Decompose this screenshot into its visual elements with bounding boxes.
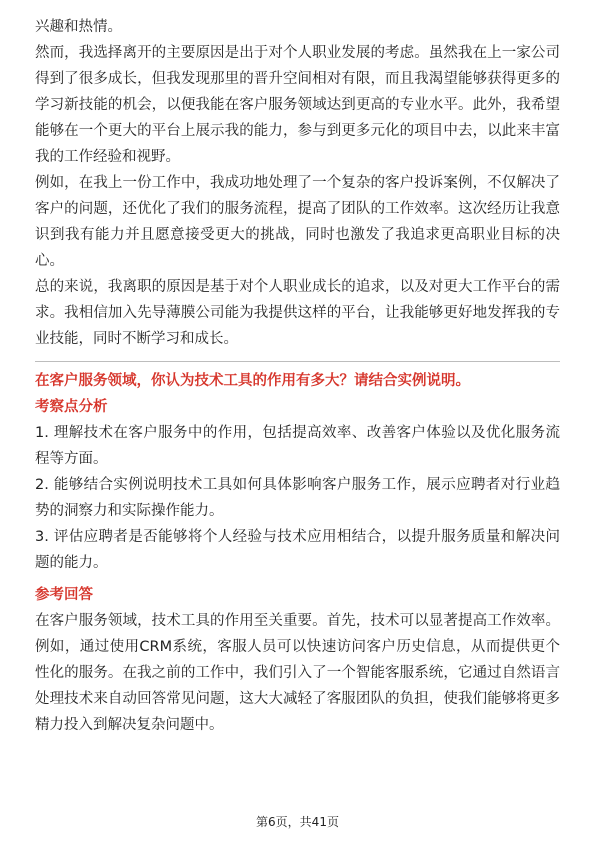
question-heading: 在客户服务领域，你认为技术工具的作用有多大？请结合实例说明。 (35, 373, 470, 389)
intro-paragraph: 总的来说，我离职的原因是基于对个人职业成长的追求，以及对更大工作平台的需求。我相信加入先导薄膜公司能为我提供这样的平台，让我能够更好地发挥我的专业技能，同时不断学习和成长。 (35, 279, 560, 347)
intro-paragraph: 然而，我选择离开的主要原因是出于对个人职业发展的考虑。虽然我在上一家公司得到了很多成长，但我发现那里的晋升空间相对有限，而且我渴望能够获得更多的学习新技能的机会，以便我能在客户服务领域达到更高的专业水平。此外，我希望能够在一个更大的平台上展示我的能力，参与到更多元化的项目中去，以此来丰富我的工作经验和视野。 (35, 45, 560, 165)
intro-paragraph: 例如，在我上一份工作中，我成功地处理了一个复杂的客户投诉案例，不仅解决了客户的问题，还优化了我们的服务流程，提高了团队的工作效率。这次经历让我意识到我有能力并且愿意接受更大的挑战，同时也激发了我追求更高职业目标的决心。 (35, 175, 560, 269)
analysis-item: 1. 理解技术在客户服务中的作用，包括提高效率、改善客户体验以及优化服务流程等方面。 (35, 425, 560, 467)
document-body (35, 14, 560, 738)
analysis-title: 考察点分析 (35, 399, 108, 415)
analysis-item: 2. 能够结合实例说明技术工具如何具体影响客户服务工作，展示应聘者对行业趋势的洞察力和实际操作能力。 (35, 477, 560, 519)
answer-paragraph: 在客户服务领域，技术工具的作用至关重要。首先，技术可以显著提高工作效率。例如，通过使用CRM系统，客服人员可以快速访问客户历史信息，从而提供更个性化的服务。在我之前的工作中，我们引入了一个智能客服系统，它通过自然语言处理技术来自动回答常见问题，这大大减轻了客服团队的负担，使我们能够将更多精力投入到解决复杂问题中。 (35, 613, 560, 733)
section-divider (35, 361, 560, 362)
page-number: 第6页，共41页 (256, 815, 339, 829)
answer-title: 参考回答 (35, 587, 93, 603)
analysis-item: 3. 评估应聘者是否能够将个人经验与技术应用相结合，以提升服务质量和解决问题的能力。 (35, 529, 560, 571)
intro-paragraph: 兴趣和热情。 (35, 19, 122, 35)
